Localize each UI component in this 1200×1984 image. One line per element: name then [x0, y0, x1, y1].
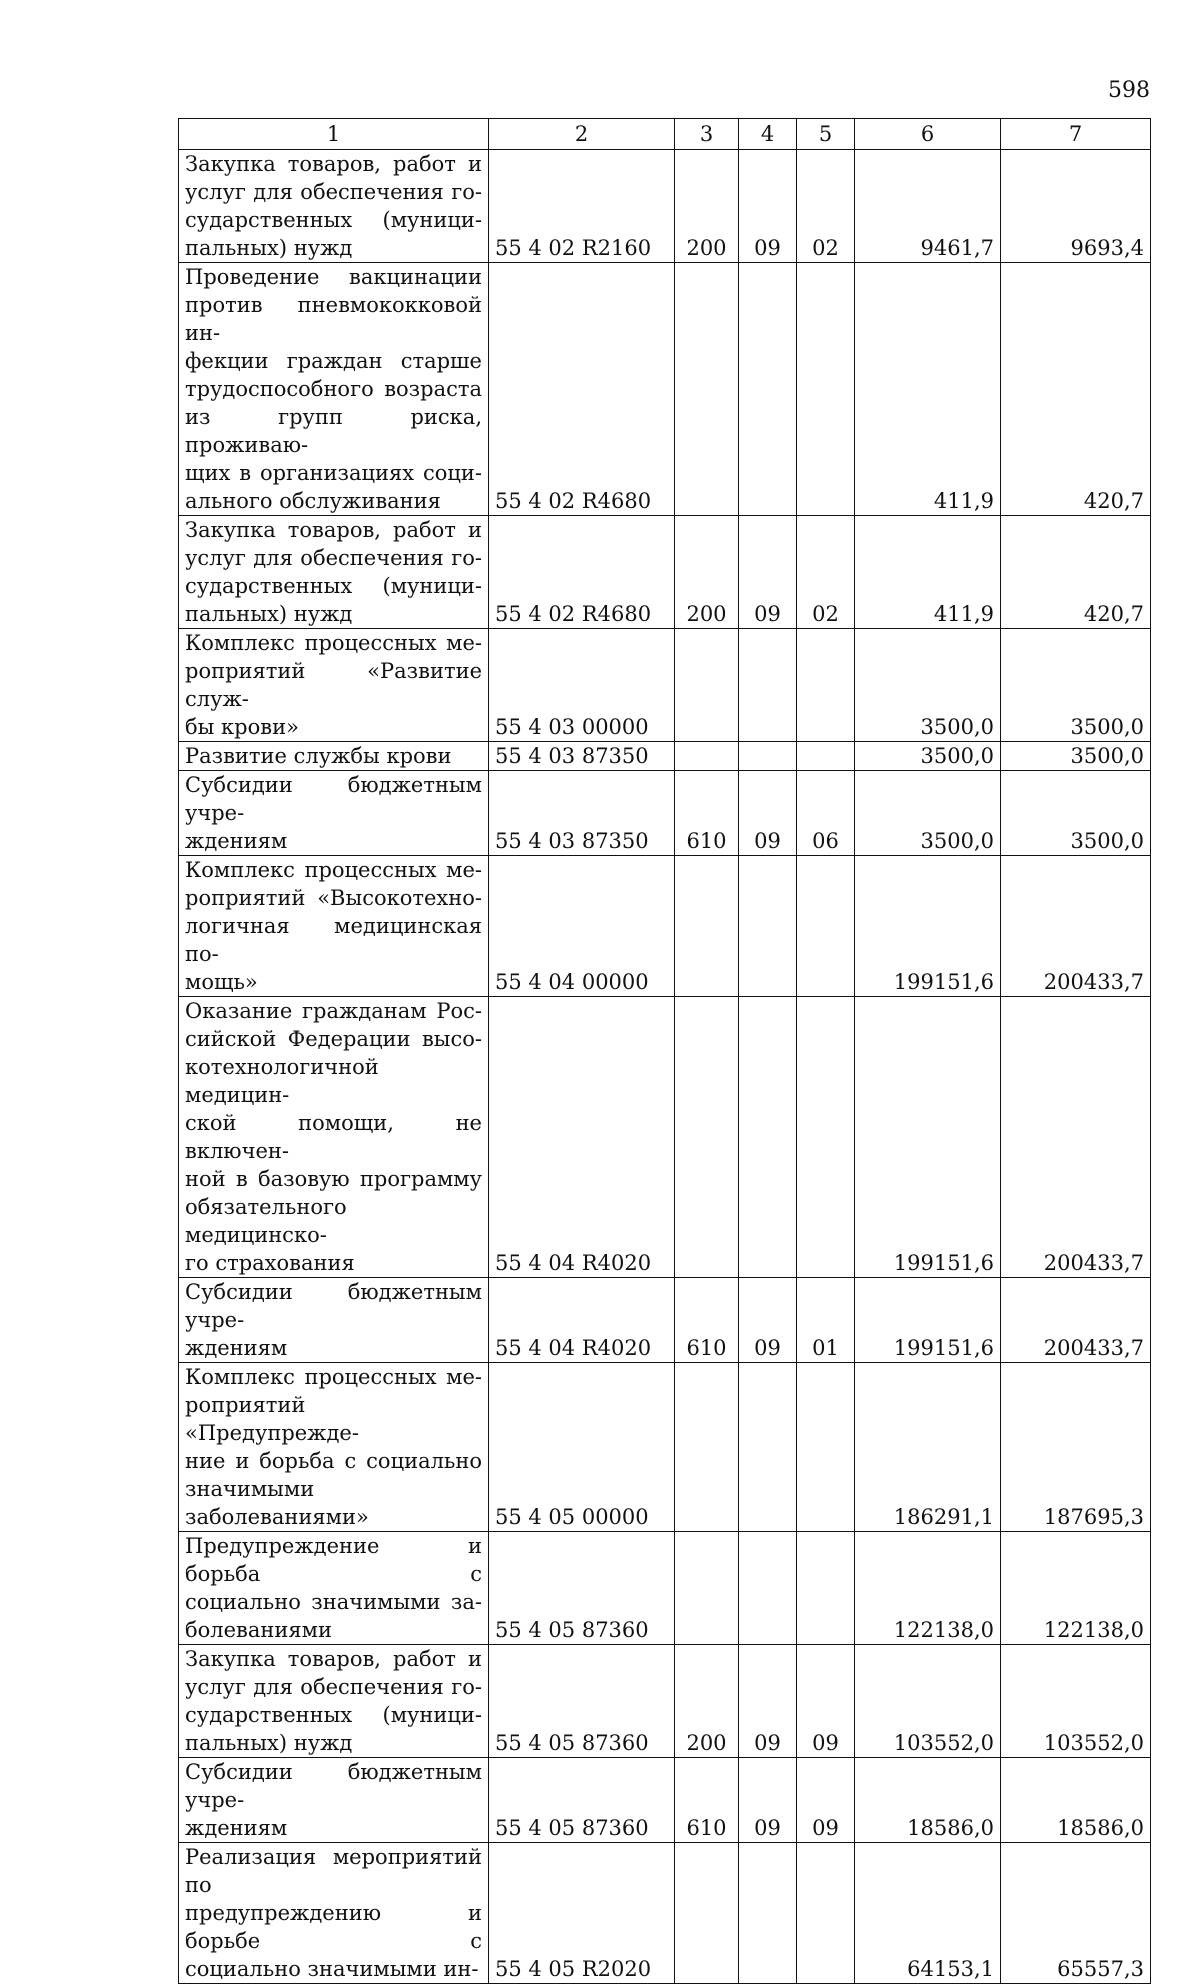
row-subsection [797, 997, 855, 1278]
header-col-2: 2 [489, 119, 675, 150]
row-code: 55 4 04 00000 [489, 856, 675, 997]
description-line: Предупреждение и борьба с [185, 1534, 482, 1586]
row-subsection: 02 [797, 150, 855, 263]
table-body [179, 150, 1151, 1984]
row-code: 55 4 05 R2020 [489, 1843, 675, 1984]
description-line: обязательного медицинско- [185, 1195, 347, 1247]
row-section [739, 742, 797, 771]
description-line: Оказание гражданам Рос- [185, 999, 482, 1023]
row-value-col-7: 3500,0 [1001, 771, 1151, 856]
description-line: го страхования [185, 1251, 355, 1275]
row-value-col-6: 18586,0 [855, 1758, 1001, 1843]
row-value-col-6: 3500,0 [855, 771, 1001, 856]
description-line: роприятий «Предупрежде- [185, 1393, 359, 1445]
description-line: ального обслуживания [185, 489, 441, 513]
description-line: сийской Федерации высо- [185, 1027, 482, 1051]
row-value-col-6: 411,9 [855, 516, 1001, 629]
description-line: ние и борьба с социально [185, 1449, 482, 1473]
row-description [179, 742, 489, 771]
row-value-col-6: 122138,0 [855, 1532, 1001, 1645]
header-col-5: 5 [797, 119, 855, 150]
row-description [179, 150, 489, 263]
row-subsection: 01 [797, 1278, 855, 1363]
row-subsection [797, 1532, 855, 1645]
row-value-col-6: 103552,0 [855, 1645, 1001, 1758]
row-description [179, 1363, 489, 1532]
row-value-col-7: 65557,3 [1001, 1843, 1151, 1984]
row-section [739, 1363, 797, 1532]
row-value-col-6: 3500,0 [855, 742, 1001, 771]
description-line: Проведение вакцинации [185, 265, 482, 289]
description-line: Субсидии бюджетным учре- [185, 773, 482, 825]
row-value-col-7: 200433,7 [1001, 1278, 1151, 1363]
row-description [179, 856, 489, 997]
description-line: услуг для обеспечения го- [185, 180, 482, 204]
row-code: 55 4 02 R4680 [489, 263, 675, 516]
row-expense-type [675, 1843, 739, 1984]
description-line: Субсидии бюджетным учре- [185, 1280, 482, 1332]
table-row [179, 1278, 1151, 1363]
row-section [739, 629, 797, 742]
row-description [179, 1645, 489, 1758]
row-description [179, 1278, 489, 1363]
description-line: трудоспособного возраста [185, 377, 482, 401]
description-line: Комплекс процессных ме- [185, 1365, 482, 1389]
row-value-col-6: 186291,1 [855, 1363, 1001, 1532]
row-subsection: 09 [797, 1758, 855, 1843]
row-code: 55 4 03 00000 [489, 629, 675, 742]
table-row [179, 771, 1151, 856]
description-line: фекции граждан старше [185, 349, 482, 373]
row-subsection [797, 1843, 855, 1984]
row-description [179, 1758, 489, 1843]
row-expense-type: 200 [675, 516, 739, 629]
row-subsection [797, 742, 855, 771]
description-line: социально значимыми за- [185, 1590, 482, 1614]
row-expense-type [675, 856, 739, 997]
row-subsection: 02 [797, 516, 855, 629]
row-value-col-7: 122138,0 [1001, 1532, 1151, 1645]
table-row [179, 997, 1151, 1278]
row-expense-type: 200 [675, 1645, 739, 1758]
row-section: 09 [739, 150, 797, 263]
description-line: ной в базовую программу [185, 1167, 482, 1191]
row-description [179, 263, 489, 516]
row-expense-type: 610 [675, 1758, 739, 1843]
description-line: Развитие службы крови [185, 744, 452, 768]
table-row [179, 742, 1151, 771]
row-value-col-6: 199151,6 [855, 856, 1001, 997]
row-description [179, 1532, 489, 1645]
description-line: Закупка товаров, работ и [185, 1647, 482, 1671]
table-row [179, 856, 1151, 997]
page-number: 598 [1108, 78, 1150, 103]
row-value-col-6: 199151,6 [855, 997, 1001, 1278]
row-expense-type [675, 997, 739, 1278]
description-line: против пневмококковой ин- [185, 293, 482, 345]
description-line: Закупка товаров, работ и [185, 518, 482, 542]
row-expense-type [675, 263, 739, 516]
table-row [179, 150, 1151, 263]
header-col-1: 1 [179, 119, 489, 150]
row-value-col-6: 199151,6 [855, 1278, 1001, 1363]
row-value-col-6: 9461,7 [855, 150, 1001, 263]
row-section [739, 856, 797, 997]
row-section: 09 [739, 516, 797, 629]
row-expense-type [675, 629, 739, 742]
row-description [179, 629, 489, 742]
table-row [179, 1843, 1151, 1984]
description-line: Закупка товаров, работ и [185, 152, 482, 176]
row-expense-type [675, 1363, 739, 1532]
row-value-col-7: 200433,7 [1001, 997, 1151, 1278]
row-subsection: 06 [797, 771, 855, 856]
description-line: болеваниями [185, 1618, 332, 1642]
header-col-3: 3 [675, 119, 739, 150]
description-line: ждениям [185, 1816, 288, 1840]
description-line: Комплекс процессных ме- [185, 631, 482, 655]
row-expense-type [675, 742, 739, 771]
row-subsection [797, 856, 855, 997]
description-line: мощь» [185, 970, 258, 994]
table-row [179, 263, 1151, 516]
row-subsection [797, 263, 855, 516]
row-description [179, 1843, 489, 1984]
row-value-col-7: 420,7 [1001, 516, 1151, 629]
table-row [179, 1758, 1151, 1843]
row-section: 09 [739, 1278, 797, 1363]
row-value-col-6: 3500,0 [855, 629, 1001, 742]
row-code: 55 4 04 R4020 [489, 1278, 675, 1363]
table-row [179, 516, 1151, 629]
description-line: услуг для обеспечения го- [185, 1675, 482, 1699]
description-line: услуг для обеспечения го- [185, 546, 482, 570]
table-header-row [179, 119, 1151, 150]
row-description [179, 771, 489, 856]
row-code: 55 4 05 87360 [489, 1758, 675, 1843]
description-line: сударственных (муници- [185, 208, 482, 232]
header-col-7: 7 [1001, 119, 1151, 150]
budget-table [178, 118, 1151, 1984]
table-row [179, 1645, 1151, 1758]
description-line: пальных) нужд [185, 1731, 353, 1755]
row-expense-type: 610 [675, 1278, 739, 1363]
row-code: 55 4 03 87350 [489, 742, 675, 771]
description-line: котехнологичной медицин- [185, 1055, 379, 1107]
row-subsection: 09 [797, 1645, 855, 1758]
header-col-6: 6 [855, 119, 1001, 150]
row-value-col-7: 18586,0 [1001, 1758, 1151, 1843]
description-line: ждениям [185, 829, 288, 853]
row-code: 55 4 02 R4680 [489, 516, 675, 629]
row-subsection [797, 629, 855, 742]
description-line: сударственных (муници- [185, 1703, 482, 1727]
row-code: 55 4 02 R2160 [489, 150, 675, 263]
row-value-col-7: 187695,3 [1001, 1363, 1151, 1532]
description-line: социально значимыми ин- [185, 1957, 479, 1981]
row-description [179, 997, 489, 1278]
row-section: 09 [739, 771, 797, 856]
row-value-col-7: 200433,7 [1001, 856, 1151, 997]
header-col-4: 4 [739, 119, 797, 150]
row-section [739, 1843, 797, 1984]
description-line: из групп риска, проживаю- [185, 405, 482, 457]
row-value-col-7: 9693,4 [1001, 150, 1151, 263]
row-code: 55 4 05 87360 [489, 1645, 675, 1758]
row-description [179, 516, 489, 629]
row-code: 55 4 05 00000 [489, 1363, 675, 1532]
description-line: щих в организациях соци- [185, 461, 482, 485]
description-line: Реализация мероприятий по [185, 1845, 482, 1897]
description-line: Субсидии бюджетным учре- [185, 1760, 482, 1812]
description-line: значимыми заболеваниями» [185, 1477, 369, 1529]
description-line: роприятий «Развитие служ- [185, 659, 482, 711]
row-section: 09 [739, 1645, 797, 1758]
row-value-col-7: 3500,0 [1001, 629, 1151, 742]
row-expense-type [675, 1532, 739, 1645]
description-line: предупреждению и борьбе с [185, 1901, 482, 1953]
row-value-col-7: 103552,0 [1001, 1645, 1151, 1758]
row-value-col-6: 411,9 [855, 263, 1001, 516]
description-line: ждениям [185, 1336, 288, 1360]
description-line: ской помощи, не включен- [185, 1111, 482, 1163]
description-line: сударственных (муници- [185, 574, 482, 598]
row-subsection [797, 1363, 855, 1532]
row-value-col-7: 3500,0 [1001, 742, 1151, 771]
description-line: роприятий «Высокотехно- [185, 886, 482, 910]
row-section [739, 263, 797, 516]
description-line: пальных) нужд [185, 602, 353, 626]
row-code: 55 4 05 87360 [489, 1532, 675, 1645]
description-line: пальных) нужд [185, 236, 353, 260]
row-expense-type: 200 [675, 150, 739, 263]
table-row [179, 1363, 1151, 1532]
row-expense-type: 610 [675, 771, 739, 856]
row-value-col-6: 64153,1 [855, 1843, 1001, 1984]
description-line: бы крови» [185, 715, 299, 739]
row-code: 55 4 04 R4020 [489, 997, 675, 1278]
row-section: 09 [739, 1758, 797, 1843]
row-section [739, 997, 797, 1278]
description-line: Комплекс процессных ме- [185, 858, 482, 882]
row-code: 55 4 03 87350 [489, 771, 675, 856]
table-row [179, 1532, 1151, 1645]
table-row [179, 629, 1151, 742]
row-value-col-7: 420,7 [1001, 263, 1151, 516]
description-line: логичная медицинская по- [185, 914, 482, 966]
row-section [739, 1532, 797, 1645]
